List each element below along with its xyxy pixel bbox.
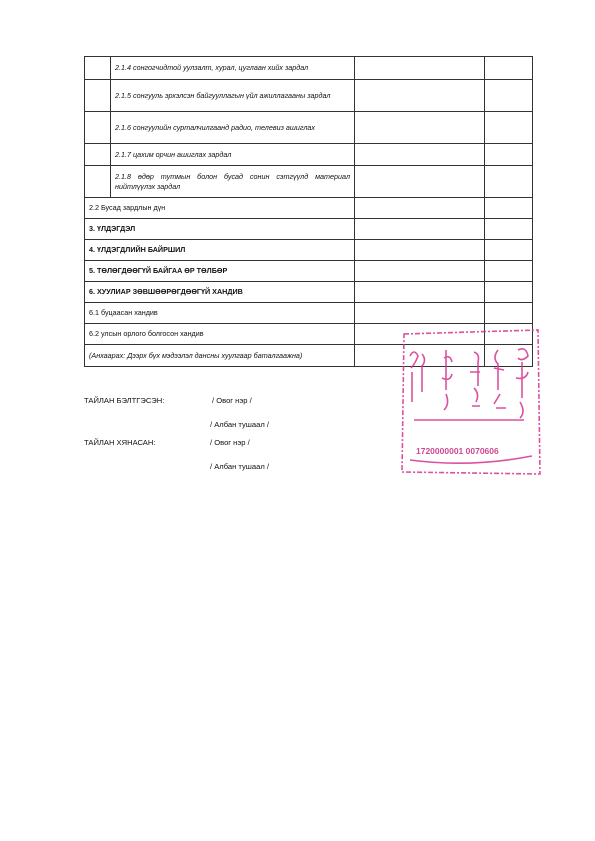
stamp-script-5 [516,349,528,418]
table-row [85,198,533,219]
amount-cell [355,240,485,261]
prepared-by-label: ТАЙЛАН БЭЛТГЭСЭН: [84,396,165,405]
verification-note: (Анхаарах: Дээрх бүх мэдээлэл дансны хуулгаар баталгаажна) [85,345,355,367]
table-row [85,144,533,166]
row-label-2-1-5: 2.1.5 сонгууль эрхэлсэн байгууллагын үйл ажиллагааны зардал [111,80,355,112]
official-stamp [400,328,542,476]
reviewed-by-label: ТАЙЛАН ХЯНАСАН: [84,438,156,447]
row-label-5: 5. ТӨЛӨГДӨӨГҮЙ БАЙГАА ӨР ТӨЛБӨР [85,261,355,282]
stamp-script-2 [442,350,452,410]
indent-cell [85,80,111,112]
table-row [85,282,533,303]
stamp-script-1 [410,352,425,402]
row-label-6: 6. ХУУЛИАР ЗӨВШӨӨРӨГДӨӨГҮЙ ХАНДИВ [85,282,355,303]
row-label-3: 3. ҮЛДЭГДЭЛ [85,219,355,240]
amount-cell [355,303,485,324]
table-row [85,219,533,240]
amount-cell [355,57,485,80]
prepared-position-field: / Албан тушаал / [210,420,269,429]
amount-cell [355,80,485,112]
amount-cell [355,282,485,303]
amount-cell [355,261,485,282]
extra-cell [485,219,533,240]
indent-cell [85,57,111,80]
extra-cell [485,166,533,198]
extra-cell [485,80,533,112]
row-label-6-1: 6.1 буцаасан хандив [85,303,355,324]
stamp-script-3 [470,352,480,406]
amount-cell [355,166,485,198]
indent-cell [85,112,111,144]
reviewed-position-field: / Албан тушаал / [210,462,269,471]
indent-cell [85,144,111,166]
table-row [85,240,533,261]
table-row [85,303,533,324]
stamp-lines [410,420,532,463]
prepared-name-field: / Овог нэр / [212,396,252,405]
row-label-4: 4. ҮЛДЭГДЛИЙН БАЙРШИЛ [85,240,355,261]
row-label-2-1-8: 2.1.8 өдөр тутмын болон бусад сонин сэтгүүлд материал нийтлүүлэх зардал [111,166,355,198]
reviewed-name-field: / Овог нэр / [210,438,250,447]
table-row [85,261,533,282]
amount-cell [355,198,485,219]
amount-cell [355,144,485,166]
amount-cell [355,112,485,144]
stamp-script-4 [494,350,506,408]
table-row [85,166,533,198]
amount-cell [355,219,485,240]
table-row [85,112,533,144]
extra-cell [485,57,533,80]
row-label-6-2: 6.2 улсын орлого болгосон хандив [85,324,355,345]
extra-cell [485,303,533,324]
extra-cell [485,282,533,303]
table-row [85,57,533,80]
extra-cell [485,198,533,219]
row-label-2-1-6: 2.1.6 сонгуулийн сурталчилгаанд радио, телевиз ашиглах [111,112,355,144]
stamp-number: 1720000001 0070606 [416,446,499,456]
financial-report-table [84,56,533,367]
extra-cell [485,261,533,282]
row-label-2-1-7: 2.1.7 цахим орчин ашиглах зардал [111,144,355,166]
table-row [85,80,533,112]
row-label-2-1-4: 2.1.4 сонгогчидтой уулзалт, хурал, цуглаан хийх зардал [111,57,355,80]
extra-cell [485,240,533,261]
indent-cell [85,166,111,198]
row-label-2-2: 2.2 Бусад зардлын дүн [85,198,355,219]
extra-cell [485,112,533,144]
extra-cell [485,144,533,166]
